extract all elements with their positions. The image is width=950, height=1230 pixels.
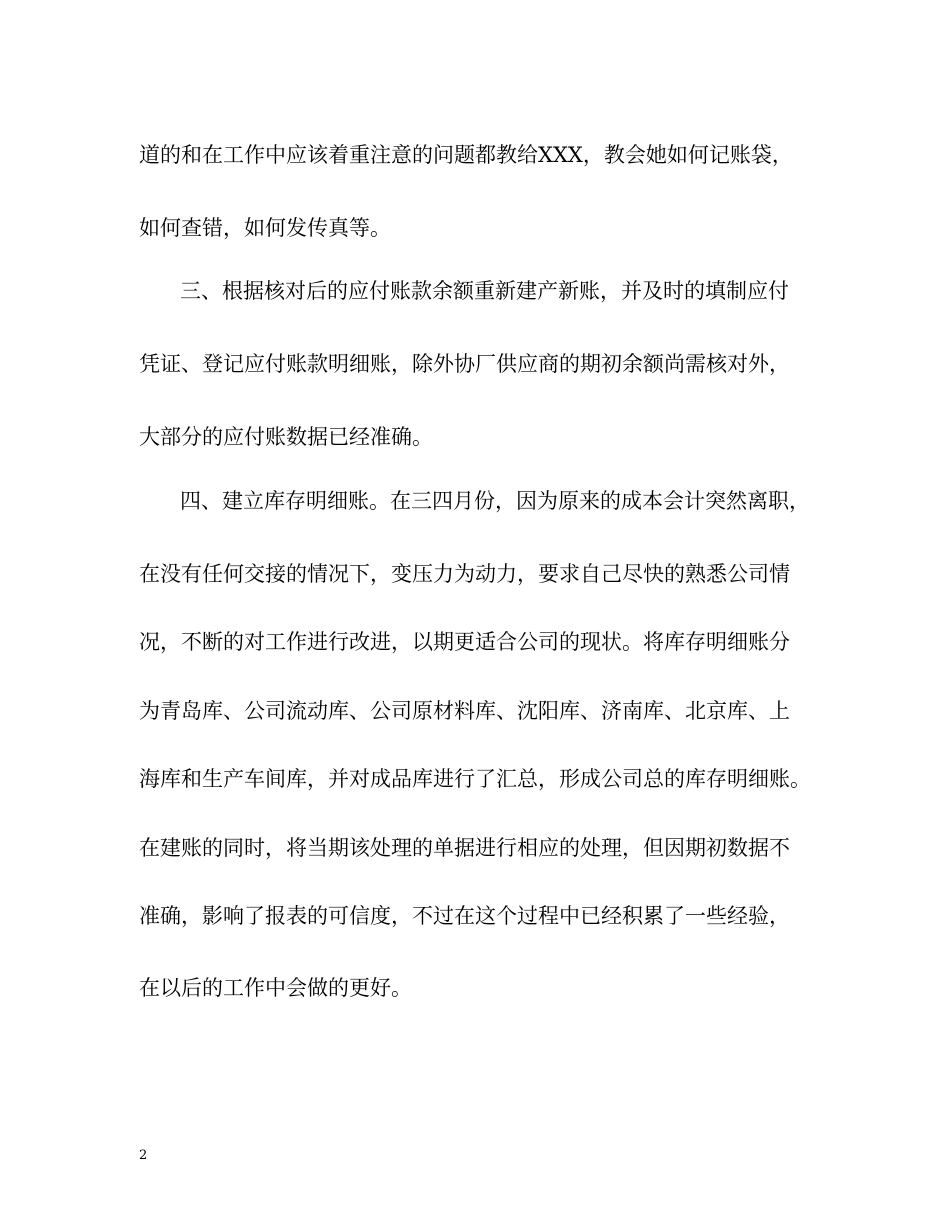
text-line: 大部分的应付账数据已经准确。 bbox=[139, 425, 433, 449]
text-line: 况，不断的对工作进行改进，以期更适合公司的现状。将库存明细账分 bbox=[139, 630, 790, 654]
text-line: 在没有任何交接的情况下，变压力为动力，要求自己尽快的熟悉公司情 bbox=[139, 562, 790, 586]
page-number: 2 bbox=[139, 1148, 148, 1163]
text-line: 为青岛库、公司流动库、公司原材料库、沈阳库、济南库、北京库、上 bbox=[139, 699, 790, 723]
text-line: 四、建立库存明细账。在三四月份，因为原来的成本会计突然离职， bbox=[180, 489, 810, 513]
text-line: 海库和生产车间库，并对成品库进行了汇总，形成公司总的库存明细账。 bbox=[139, 767, 811, 791]
text-line: 在建账的同时，将当期该处理的单据进行相应的处理，但因期初数据不 bbox=[139, 836, 790, 860]
text-line: 道的和在工作中应该着重注意的问题都教给XXX，教会她如何记账袋， bbox=[139, 143, 793, 167]
text-line: 在以后的工作中会做的更好。 bbox=[139, 976, 412, 1000]
text-line: 凭证、登记应付账款明细账，除外协厂供应商的期初余额尚需核对外， bbox=[139, 352, 790, 376]
text-line: 如何查错，如何发传真等。 bbox=[139, 216, 391, 240]
text-line: 三、根据核对后的应付账款余额重新建产新账，并及时的填制应付 bbox=[180, 279, 789, 303]
text-line: 准确，影响了报表的可信度，不过在这个过程中已经积累了一些经验， bbox=[139, 904, 790, 928]
